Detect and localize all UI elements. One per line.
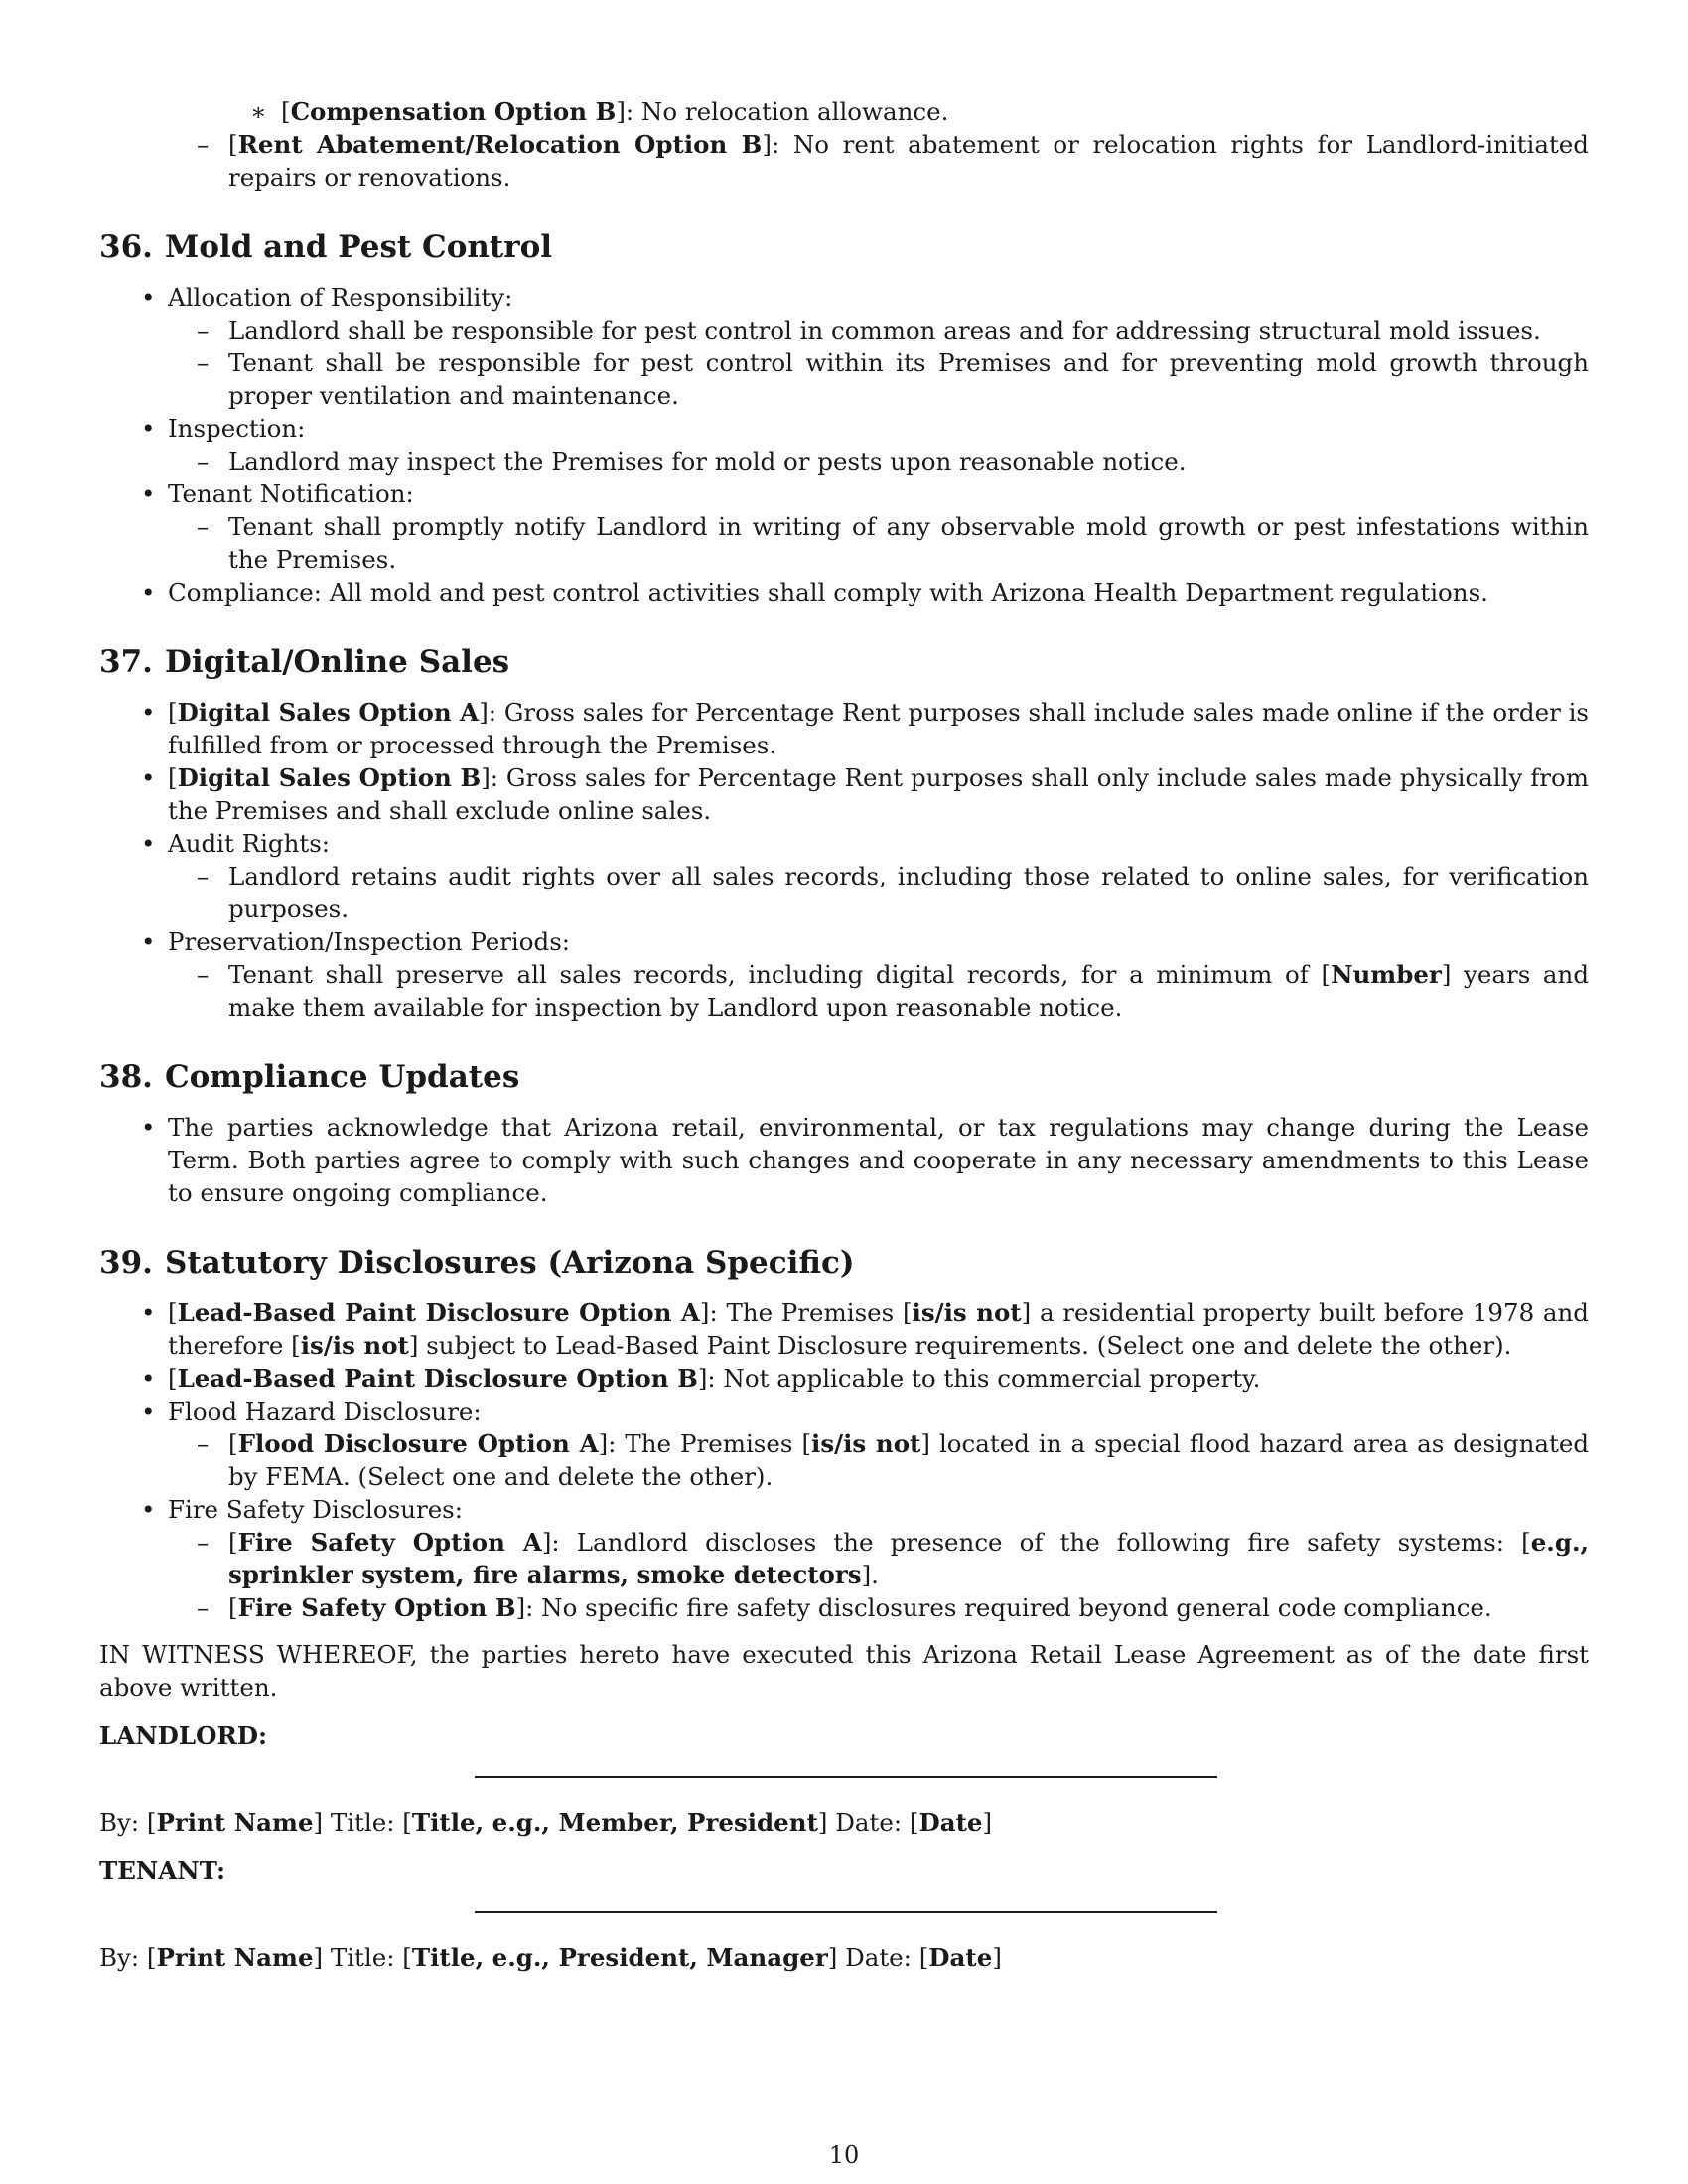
option-label: Compensation Option B	[290, 97, 617, 126]
witness-clause: IN WITNESS WHEREOF, the parties hereto have executed this Arizona Retail Lease Agreement as of the date first above written.	[99, 1640, 1589, 1702]
list-item: • Allocation of Responsibility:	[99, 281, 1589, 314]
list-item: – Tenant shall preserve all sales records, including digital records, for a minimum of [Number] years and make them available for inspection by Landlord upon reasonable notice.	[99, 958, 1589, 1024]
section-heading-39: 39. Statutory Disclosures (Arizona Specific)	[99, 1245, 855, 1281]
list-item: • Preservation/Inspection Periods:	[99, 925, 1589, 958]
list-item: • [Lead-Based Paint Disclosure Option A]: The Premises [is/is not] a residential property built before 1978 and therefore [is/is not] subject to Lead-Based Paint Disclosure requirements. (Select one and delete the other).	[99, 1297, 1589, 1362]
list-item: • [Digital Sales Option B]: Gross sales for Percentage Rent purposes shall only include sales made physically from the Premises and shall exclude online sales.	[99, 761, 1589, 827]
list-item: • Audit Rights:	[99, 827, 1589, 860]
list-item: • Inspection:	[99, 412, 1589, 445]
section-heading-37: 37. Digital/Online Sales	[99, 644, 510, 680]
list-item: • Fire Safety Disclosures:	[99, 1493, 1589, 1526]
list-item: – Tenant shall be responsible for pest control within its Premises and for preventing mold growth through proper ventilation and maintenance.	[99, 346, 1589, 412]
option-label: Rent Abatement/Relocation Option B	[237, 130, 763, 159]
landlord-signature-line[interactable]	[475, 1776, 1217, 1806]
list-item: – Tenant shall promptly notify Landlord in writing of any observable mold growth or pest infestations within the Premises.	[99, 510, 1589, 576]
section-heading-38: 38. Compliance Updates	[99, 1059, 520, 1095]
landlord-label: LANDLORD:	[99, 1721, 268, 1750]
tenant-signature-line[interactable]	[475, 1911, 1217, 1941]
list-item: – [Fire Safety Option B]: No specific fire safety disclosures required beyond general code compliance.	[99, 1591, 1589, 1624]
document-page	[99, 95, 1589, 1974]
landlord-signature-details: By: [Print Name] Title: [Title, e.g., Member, President] Date: [Date]	[99, 1808, 993, 1837]
list-item: • [Digital Sales Option A]: Gross sales for Percentage Rent purposes shall include sales made online if the order is fulfilled from or processed through the Premises.	[99, 696, 1589, 761]
section-heading-36: 36. Mold and Pest Control	[99, 229, 553, 265]
list-item: • [Lead-Based Paint Disclosure Option B]: Not applicable to this commercial property.	[99, 1362, 1589, 1395]
list-item: – Landlord shall be responsible for pest control in common areas and for addressing structural mold issues.	[99, 314, 1589, 346]
list-item: – Landlord retains audit rights over all sales records, including those related to online sales, for verification purposes.	[99, 860, 1589, 925]
tenant-label: TENANT:	[99, 1856, 226, 1885]
list-item: • Tenant Notification:	[99, 478, 1589, 510]
list-item: – [Rent Abatement/Relocation Option B]: No rent abatement or relocation rights for Landlord-initiated repairs or renovations.	[99, 128, 1589, 194]
list-item: – Landlord may inspect the Premises for mold or pests upon reasonable notice.	[99, 445, 1589, 478]
list-item: • Compliance: All mold and pest control activities shall comply with Arizona Health Department regulations.	[99, 576, 1589, 609]
tenant-signature-details: By: [Print Name] Title: [Title, e.g., President, Manager] Date: [Date]	[99, 1943, 1002, 1972]
list-item: • The parties acknowledge that Arizona retail, environmental, or tax regulations may change during the Lease Term. Both parties agree to comply with such changes and cooperate in any necessary amendments to this Lease to ensure ongoing compliance.	[99, 1111, 1589, 1209]
page-number: 10	[828, 2141, 860, 2169]
list-item: ∗ [Compensation Option B]: No relocation allowance.	[99, 95, 1589, 128]
list-item: • Flood Hazard Disclosure:	[99, 1395, 1589, 1428]
list-item: – [Flood Disclosure Option A]: The Premises [is/is not] located in a special flood hazard area as designated by FEMA. (Select one and delete the other).	[99, 1428, 1589, 1493]
list-item: – [Fire Safety Option A]: Landlord discloses the presence of the following fire safety systems: [e.g., sprinkler system, fire alarms, smoke detectors].	[99, 1526, 1589, 1591]
